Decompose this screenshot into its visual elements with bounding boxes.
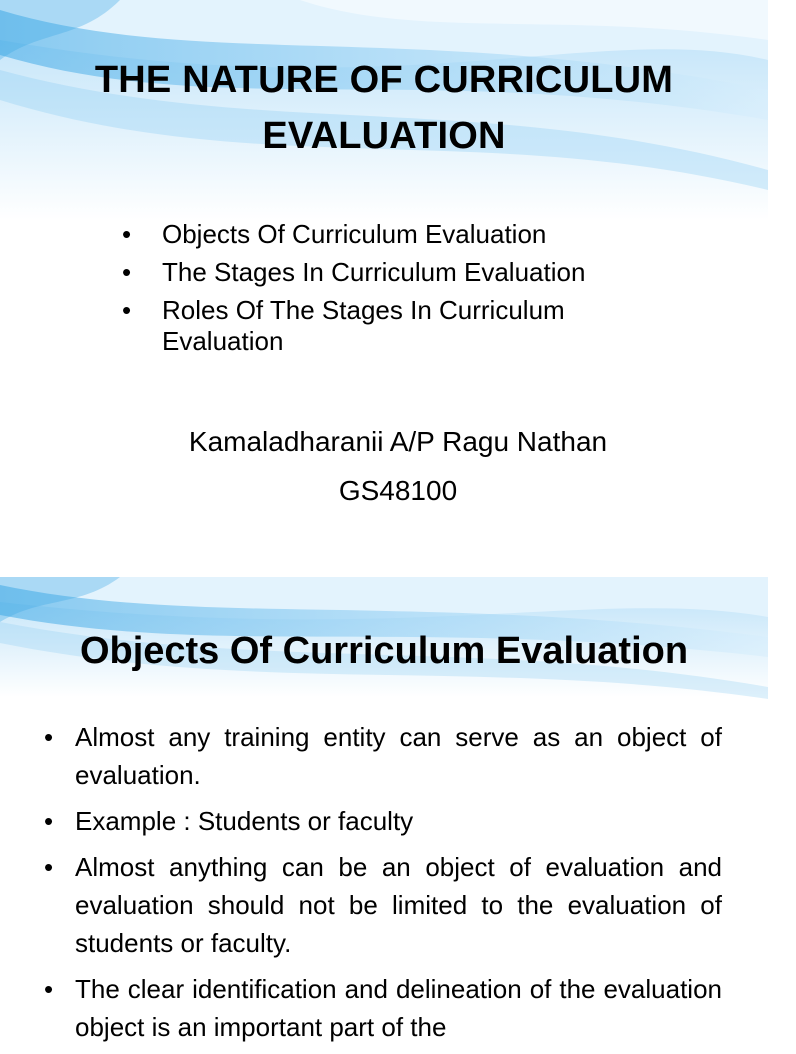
student-id: GS48100 bbox=[338, 475, 458, 506]
list-item: • Example : Students or faculty bbox=[44, 802, 722, 840]
list-item: • The Stages In Curriculum Evaluation bbox=[122, 257, 586, 287]
list-item: • Roles Of The Stages In Curriculum Evaluation bbox=[122, 295, 565, 356]
list-item: • Almost anything can be an object of evaluation and evaluation should not be limited to the evaluation of students or faculty. bbox=[44, 848, 722, 962]
bullet-list bbox=[122, 219, 682, 364]
bullet-icon: • bbox=[122, 295, 132, 325]
bullet-list bbox=[44, 718, 722, 1054]
list-item: • Objects Of Curriculum Evaluation bbox=[122, 219, 547, 249]
list-item: • Almost any training entity can serve as an object of evaluation. bbox=[44, 718, 722, 794]
slide-title: THE NATURE OF CURRICULUM EVALUATION bbox=[94, 59, 674, 157]
list-item: • The clear identification and delineation of the evaluation object is an important part of the bbox=[44, 970, 722, 1046]
bullet-icon: • bbox=[44, 974, 54, 1004]
bullet-icon: • bbox=[122, 219, 132, 249]
bullet-icon: • bbox=[44, 852, 54, 882]
bullet-icon: • bbox=[44, 806, 54, 836]
author-name: Kamaladharanii A/P Ragu Nathan bbox=[188, 426, 608, 457]
slide-title: Objects Of Curriculum Evaluation bbox=[79, 630, 689, 672]
bullet-icon: • bbox=[122, 257, 132, 287]
bullet-icon: • bbox=[44, 722, 54, 752]
content-slide bbox=[0, 577, 768, 1042]
